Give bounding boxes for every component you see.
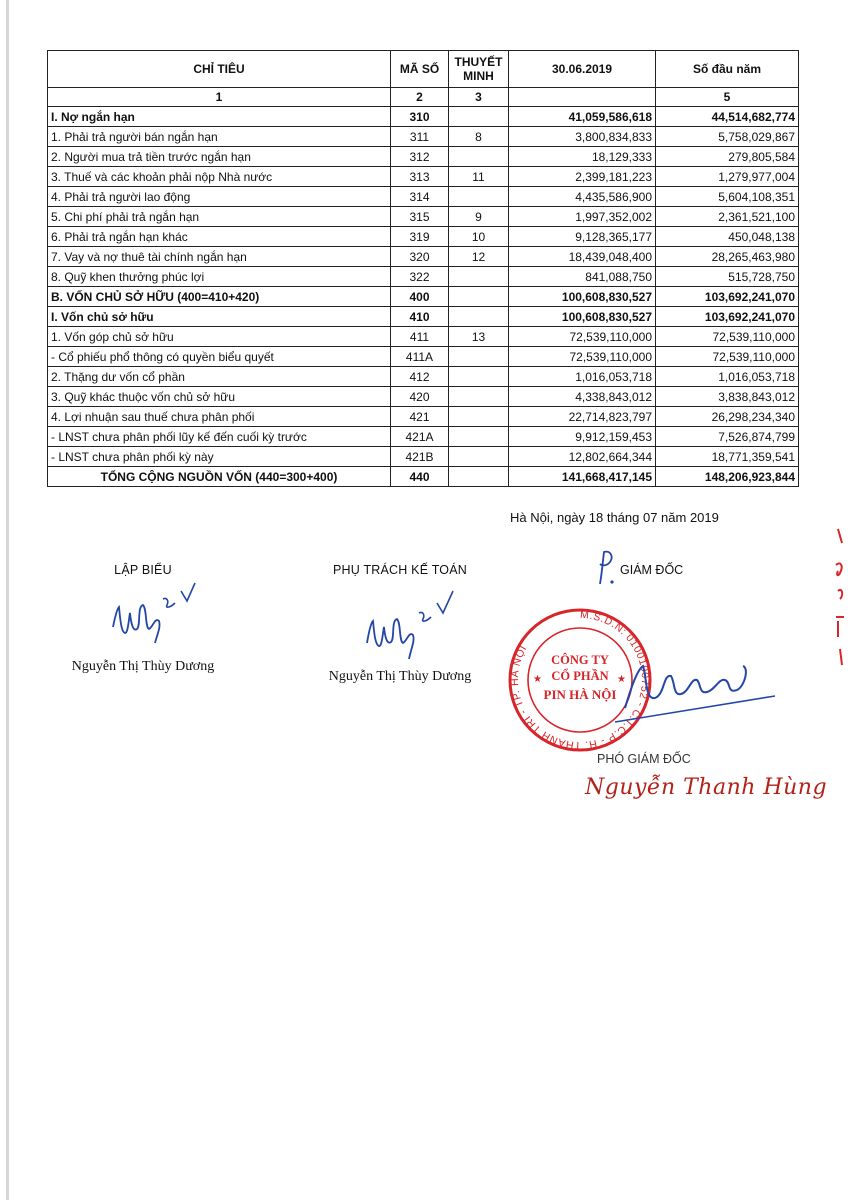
- header-code: MÃ SỐ: [391, 51, 449, 88]
- stamp-line-type: CỔ PHẦN: [551, 669, 609, 683]
- row-value-period-start: 148,206,923,844: [656, 467, 799, 487]
- row-value-period-end: 100,608,830,527: [509, 287, 656, 307]
- header-indicator: CHỈ TIÊU: [48, 51, 391, 88]
- row-note: [449, 287, 509, 307]
- row-value-period-start: 103,692,241,070: [656, 287, 799, 307]
- row-value-period-start: 103,692,241,070: [656, 307, 799, 327]
- preparer-signature: [73, 577, 213, 655]
- row-value-period-end: 100,608,830,527: [509, 307, 656, 327]
- row-note: [449, 407, 509, 427]
- table-row: [48, 287, 799, 307]
- header-period-end: 30.06.2019: [509, 51, 656, 88]
- row-label: 8. Quỹ khen thưởng phúc lợi: [48, 267, 391, 287]
- page-edge: [6, 0, 9, 1200]
- row-value-period-end: 72,539,110,000: [509, 347, 656, 367]
- balance-sheet-table-wrap: [47, 50, 798, 487]
- row-code: 421B: [391, 447, 449, 467]
- header-note-label: THUYẾT MINH: [454, 55, 503, 83]
- table-row: [48, 467, 799, 487]
- table-row: [48, 447, 799, 467]
- row-value-period-end: 1,997,352,002: [509, 207, 656, 227]
- row-note: [449, 307, 509, 327]
- table-row: [48, 107, 799, 127]
- header-period-start: Số đầu năm: [656, 51, 799, 88]
- row-note: [449, 267, 509, 287]
- row-note: 12: [449, 247, 509, 267]
- table-row: [48, 407, 799, 427]
- director-title-label: GIÁM ĐỐC: [620, 563, 684, 577]
- row-label: TỔNG CỘNG NGUỒN VỐN (440=300+400): [48, 467, 391, 487]
- row-value-period-end: 41,059,586,618: [509, 107, 656, 127]
- deputy-title: PHÓ GIÁM ĐỐC: [597, 752, 691, 766]
- row-value-period-end: 2,399,181,223: [509, 167, 656, 187]
- row-value-period-end: 72,539,110,000: [509, 327, 656, 347]
- row-code: 411: [391, 327, 449, 347]
- stamp-line-company: CÔNG TY: [551, 653, 609, 667]
- row-note: [449, 387, 509, 407]
- row-code: 421A: [391, 427, 449, 447]
- row-label: - Cổ phiếu phổ thông có quyền biểu quyết: [48, 347, 391, 367]
- table-row: [48, 227, 799, 247]
- row-value-period-end: 12,802,664,344: [509, 447, 656, 467]
- column-number: 3: [449, 88, 509, 107]
- row-code: 410: [391, 307, 449, 327]
- row-code: 420: [391, 387, 449, 407]
- row-note: [449, 147, 509, 167]
- table-row: [48, 167, 799, 187]
- row-value-period-start: 1,279,977,004: [656, 167, 799, 187]
- row-label: I. Nợ ngắn hạn: [48, 107, 391, 127]
- table-row: [48, 367, 799, 387]
- row-code: 412: [391, 367, 449, 387]
- row-code: 440: [391, 467, 449, 487]
- row-value-period-start: 2,361,521,100: [656, 207, 799, 227]
- row-value-period-end: 18,129,333: [509, 147, 656, 167]
- stamp-line-name: PIN HÀ NỘI: [543, 687, 617, 702]
- row-value-period-end: 18,439,048,400: [509, 247, 656, 267]
- balance-sheet-table: [47, 50, 799, 487]
- table-body: [48, 107, 799, 487]
- director-initial-mark: [592, 548, 618, 588]
- row-label: - LNST chưa phân phối lũy kế đến cuối kỳ trước: [48, 427, 391, 447]
- accountant-signature: [325, 577, 475, 665]
- row-label: 4. Lợi nhuận sau thuế chưa phân phối: [48, 407, 391, 427]
- row-note: [449, 427, 509, 447]
- table-row: [48, 307, 799, 327]
- row-label: 1. Phải trả người bán ngắn hạn: [48, 127, 391, 147]
- row-value-period-start: 515,728,750: [656, 267, 799, 287]
- row-value-period-start: 72,539,110,000: [656, 347, 799, 367]
- row-note: 13: [449, 327, 509, 347]
- accountant-signature-block: [305, 563, 495, 685]
- table-row: [48, 387, 799, 407]
- row-value-period-start: 5,604,108,351: [656, 187, 799, 207]
- column-number-row: [48, 88, 799, 107]
- header-note: [449, 51, 509, 88]
- table-row: [48, 427, 799, 447]
- table-row: [48, 327, 799, 347]
- row-note: [449, 347, 509, 367]
- row-note: 9: [449, 207, 509, 227]
- deputy-signature: [615, 648, 785, 728]
- row-code: 310: [391, 107, 449, 127]
- row-code: 311: [391, 127, 449, 147]
- column-number: 2: [391, 88, 449, 107]
- row-label: I. Vốn chủ sở hữu: [48, 307, 391, 327]
- row-note: [449, 367, 509, 387]
- row-value-period-start: 1,016,053,718: [656, 367, 799, 387]
- table-row: [48, 147, 799, 167]
- row-value-period-end: 841,088,750: [509, 267, 656, 287]
- table-row: [48, 207, 799, 227]
- stamp-star-left: ★: [533, 674, 542, 685]
- row-label: 5. Chi phí phải trả ngắn hạn: [48, 207, 391, 227]
- row-code: 312: [391, 147, 449, 167]
- row-label: 1. Vốn góp chủ sở hữu: [48, 327, 391, 347]
- director-title: [620, 563, 683, 577]
- row-value-period-start: 28,265,463,980: [656, 247, 799, 267]
- row-label: 2. Thặng dư vốn cổ phần: [48, 367, 391, 387]
- row-value-period-end: 4,338,843,012: [509, 387, 656, 407]
- row-code: 322: [391, 267, 449, 287]
- preparer-title: LẬP BIỂU: [114, 563, 172, 577]
- row-value-period-end: 22,714,823,797: [509, 407, 656, 427]
- row-code: 421: [391, 407, 449, 427]
- date-line: Hà Nội, ngày 18 tháng 07 năm 2019: [510, 510, 719, 525]
- row-value-period-start: 7,526,874,799: [656, 427, 799, 447]
- preparer-signature-block: [48, 563, 238, 675]
- column-number: 1: [48, 88, 391, 107]
- row-value-period-end: 9,912,159,453: [509, 427, 656, 447]
- row-value-period-start: 279,805,584: [656, 147, 799, 167]
- stamp-star-right: ★: [617, 674, 626, 685]
- row-value-period-end: 141,668,417,145: [509, 467, 656, 487]
- cropped-stamp-fragment: [826, 525, 846, 675]
- row-code: 320: [391, 247, 449, 267]
- row-label: 3. Thuế và các khoản phải nộp Nhà nước: [48, 167, 391, 187]
- row-label: - LNST chưa phân phối kỳ này: [48, 447, 391, 467]
- row-note: 8: [449, 127, 509, 147]
- row-value-period-start: 44,514,682,774: [656, 107, 799, 127]
- row-value-period-start: 5,758,029,867: [656, 127, 799, 147]
- table-row: [48, 127, 799, 147]
- deputy-name: Nguyễn Thanh Hùng: [585, 775, 828, 800]
- row-label: B. VỐN CHỦ SỞ HỮU (400=410+420): [48, 287, 391, 307]
- row-label: 3. Quỹ khác thuộc vốn chủ sở hữu: [48, 387, 391, 407]
- accountant-title: PHỤ TRÁCH KẾ TOÁN: [333, 563, 467, 577]
- table-header-row: [48, 51, 799, 88]
- row-note: [449, 107, 509, 127]
- row-label: 2. Người mua trả tiền trước ngắn hạn: [48, 147, 391, 167]
- row-note: [449, 467, 509, 487]
- row-note: 10: [449, 227, 509, 247]
- row-value-period-start: 450,048,138: [656, 227, 799, 247]
- row-value-period-end: 1,016,053,718: [509, 367, 656, 387]
- row-label: 7. Vay và nợ thuê tài chính ngắn hạn: [48, 247, 391, 267]
- row-value-period-end: 9,128,365,177: [509, 227, 656, 247]
- row-value-period-start: 26,298,234,340: [656, 407, 799, 427]
- table-row: [48, 187, 799, 207]
- table-row: [48, 347, 799, 367]
- preparer-name: Nguyễn Thị Thùy Dương: [71, 659, 215, 674]
- column-number: 5: [656, 88, 799, 107]
- row-value-period-start: 18,771,359,541: [656, 447, 799, 467]
- row-note: 11: [449, 167, 509, 187]
- row-value-period-end: 3,800,834,833: [509, 127, 656, 147]
- row-label: 4. Phải trả người lao động: [48, 187, 391, 207]
- table-row: [48, 267, 799, 287]
- row-note: [449, 447, 509, 467]
- row-note: [449, 187, 509, 207]
- row-code: 313: [391, 167, 449, 187]
- stamp-ring-text: M.S.D.N: 0100100752 - C.T.C.P - H. THANH TRÌ - TP. HÀ NỘI: [508, 608, 652, 752]
- row-value-period-start: 3,838,843,012: [656, 387, 799, 407]
- table-row: [48, 247, 799, 267]
- row-code: 411A: [391, 347, 449, 367]
- row-code: 315: [391, 207, 449, 227]
- row-code: 400: [391, 287, 449, 307]
- accountant-name: Nguyễn Thị Thùy Dương: [328, 669, 472, 684]
- row-value-period-end: 4,435,586,900: [509, 187, 656, 207]
- row-code: 314: [391, 187, 449, 207]
- column-number: [509, 88, 656, 107]
- row-value-period-start: 72,539,110,000: [656, 327, 799, 347]
- row-label: 6. Phải trả ngắn hạn khác: [48, 227, 391, 247]
- row-code: 319: [391, 227, 449, 247]
